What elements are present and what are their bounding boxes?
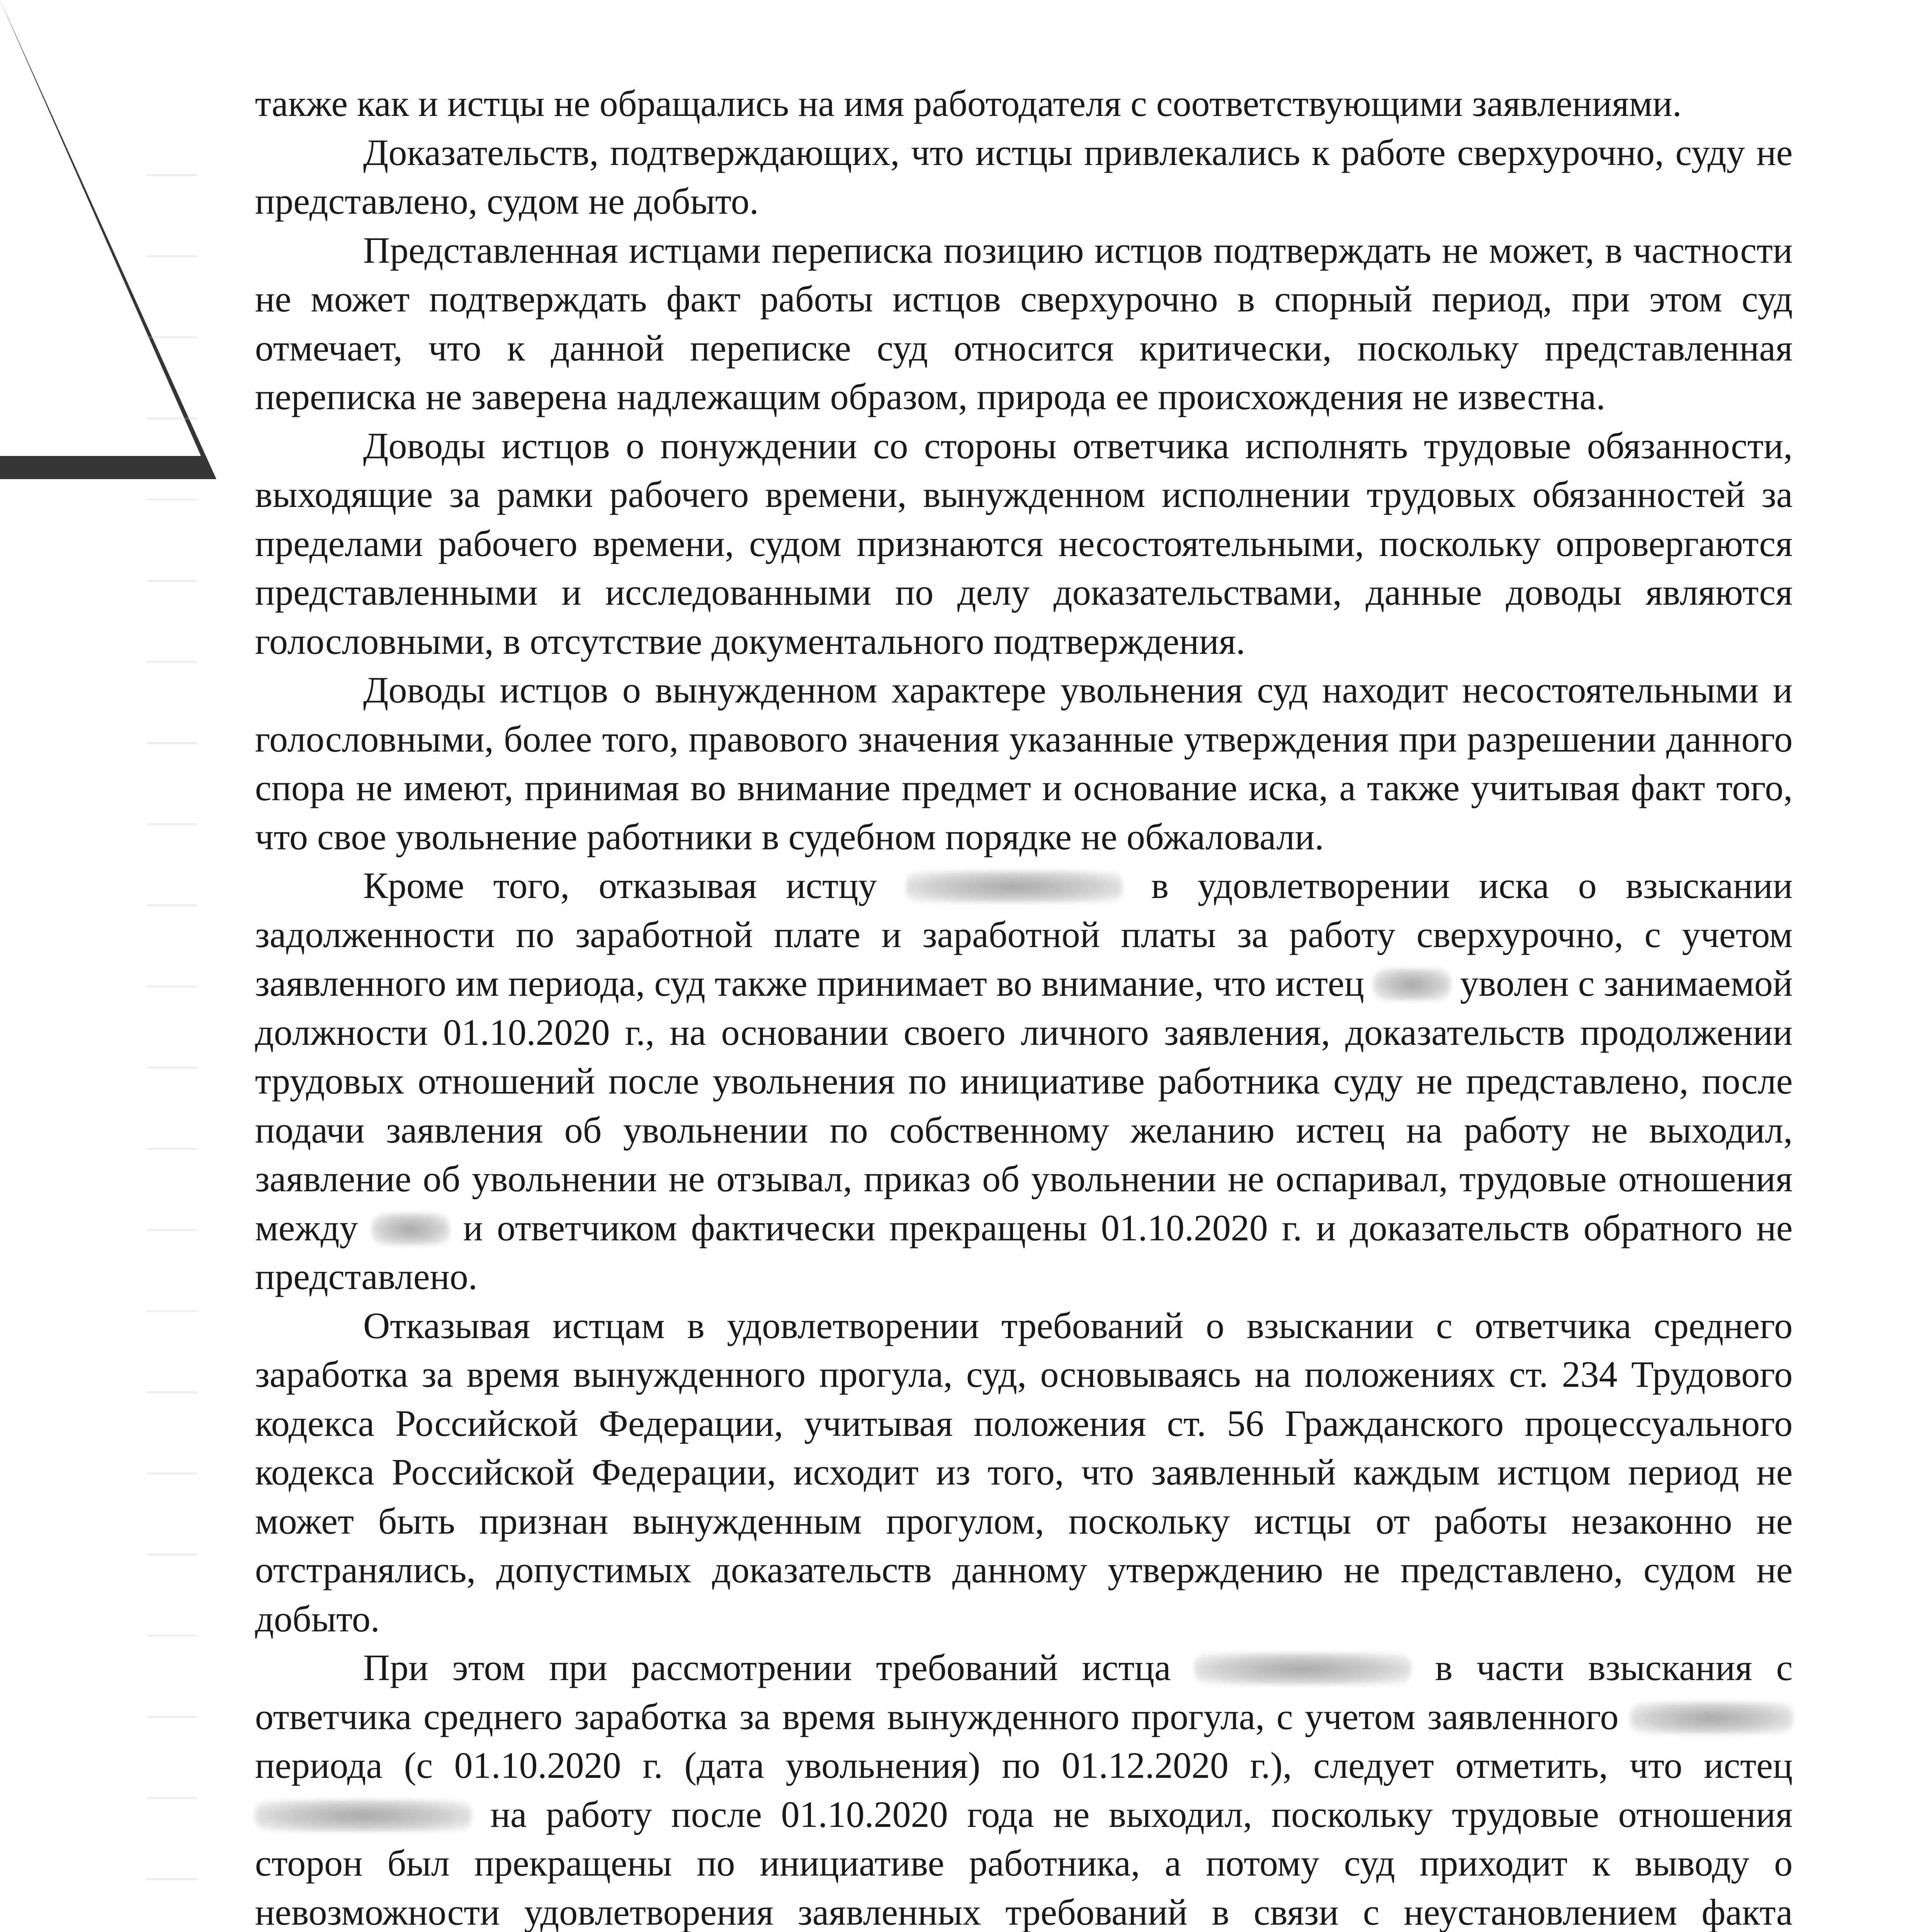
paragraph-3 xyxy=(255,226,1793,422)
paragraph-text: Доводы истцов о вынужденном характере увольнения суд находит несостоятельными и голословными, более того, правового значения указанные утверждения при разрешении данного спора не имеют, принимая во внимание предмет и основание иска, а также учитывая факт того, что свое увольнение работники в судебном порядке не обжаловали. xyxy=(255,669,1793,857)
paragraph-text: Доводы истцов о понуждении со стороны ответчика исполнять трудовые обязанности, выходящие за рамки рабочего времени, вынужденном исполнении трудовых обязанностей за пределами рабочего времени, судом признаются несостоятельными, поскольку опровергаются представленными и исследованными по делу доказательствами, данные доводы являются голословными, в отсутствие документального подтверждения. xyxy=(255,425,1793,662)
paragraph-text: Доказательств, подтверждающих, что истцы привлекались к работе сверхурочно, суду не представлено, судом не добыто. xyxy=(255,131,1793,222)
paragraph-text: в части взыскания с ответчика среднего заработка за время вынужденного прогула, с учетом заявленного xyxy=(255,1647,1793,1737)
paragraph-text: периода (с 01.10.2020 г. (дата увольнения) по 01.12.2020 г.), следует отметить, что истец xyxy=(255,1745,1793,1786)
redacted-name xyxy=(372,1213,449,1245)
paragraph-5 xyxy=(255,666,1793,861)
paragraph-1 xyxy=(255,79,1793,128)
redacted-name xyxy=(1195,1653,1411,1685)
paragraph-2 xyxy=(255,128,1793,226)
paragraph-4 xyxy=(255,422,1793,666)
paragraph-7 xyxy=(255,1301,1793,1644)
paragraph-text: и ответчиком фактически прекращены 01.10.2020 г. и доказательств обратного не представлено. xyxy=(255,1207,1793,1297)
redacted-name xyxy=(906,871,1122,903)
document-body xyxy=(255,79,1793,1932)
paragraph-6 xyxy=(255,861,1793,1301)
paragraph-text: Отказывая истцам в удовлетворении требований о взыскании с ответчика среднего заработка за время вынужденного прогула, суд, основываясь на положениях ст. 234 Трудового кодекса Российской Федерации, учитывая положения ст. 56 Гражданского процессуального кодекса Российской Федерации, исходит из того, что заявленный каждым истцом период не может быть признан вынужденным прогулом, поскольку истцы от работы незаконно не отстранялись, допустимых доказательств данному утверждению не представлено, судом не добыто. xyxy=(255,1304,1793,1639)
redacted-name xyxy=(1373,969,1451,1000)
paragraph-text: При этом при рассмотрении требований истца xyxy=(363,1647,1195,1688)
paragraph-text: уволен с занимаемой должности 01.10.2020 г., на основании своего личного заявления, доказательств продолжении трудовых отношений после увольнения по инициативе работника суду не представлено, после подачи заявления об увольнении по собственному желанию истец на работу не выходил, заявление об увольнении не отзывал, приказ об увольнении не оспаривал, трудовые отношения между xyxy=(255,963,1793,1248)
paragraph-text: также как и истцы не обращались на имя работодателя с соответствующими заявлениями. xyxy=(255,83,1682,124)
binding-margin-marks xyxy=(147,139,197,1932)
paragraph-text: в удовлетворении иска о взыскании задолженности по заработной плате и заработной платы за работу сверхурочно, с учетом заявленного им периода, суд также принимает во внимание, что истец xyxy=(255,865,1793,1004)
paragraph-8 xyxy=(255,1643,1793,1932)
redacted-name xyxy=(255,1800,471,1832)
paragraph-text: Кроме того, отказывая истцу xyxy=(363,865,906,906)
paragraph-text: на работу после 01.10.2020 года не выходил, поскольку трудовые отношения сторон был прекращены по инициативе работника, а потому суд приходит к выводу о невозможности удовлетворения заявленных требований в связи с неустановлением факта xyxy=(255,1793,1793,1932)
paragraph-text: Представленная истцами переписка позицию истцов подтверждать не может, в частности не может подтверждать факт работы истцов сверхурочно в спорный период, при этом суд отмечает, что к данной переписке суд относится критически, поскольку представленная переписка не заверена надлежащим образом, природа ее происхождения не известна. xyxy=(255,229,1793,417)
redacted-name xyxy=(1630,1702,1793,1734)
